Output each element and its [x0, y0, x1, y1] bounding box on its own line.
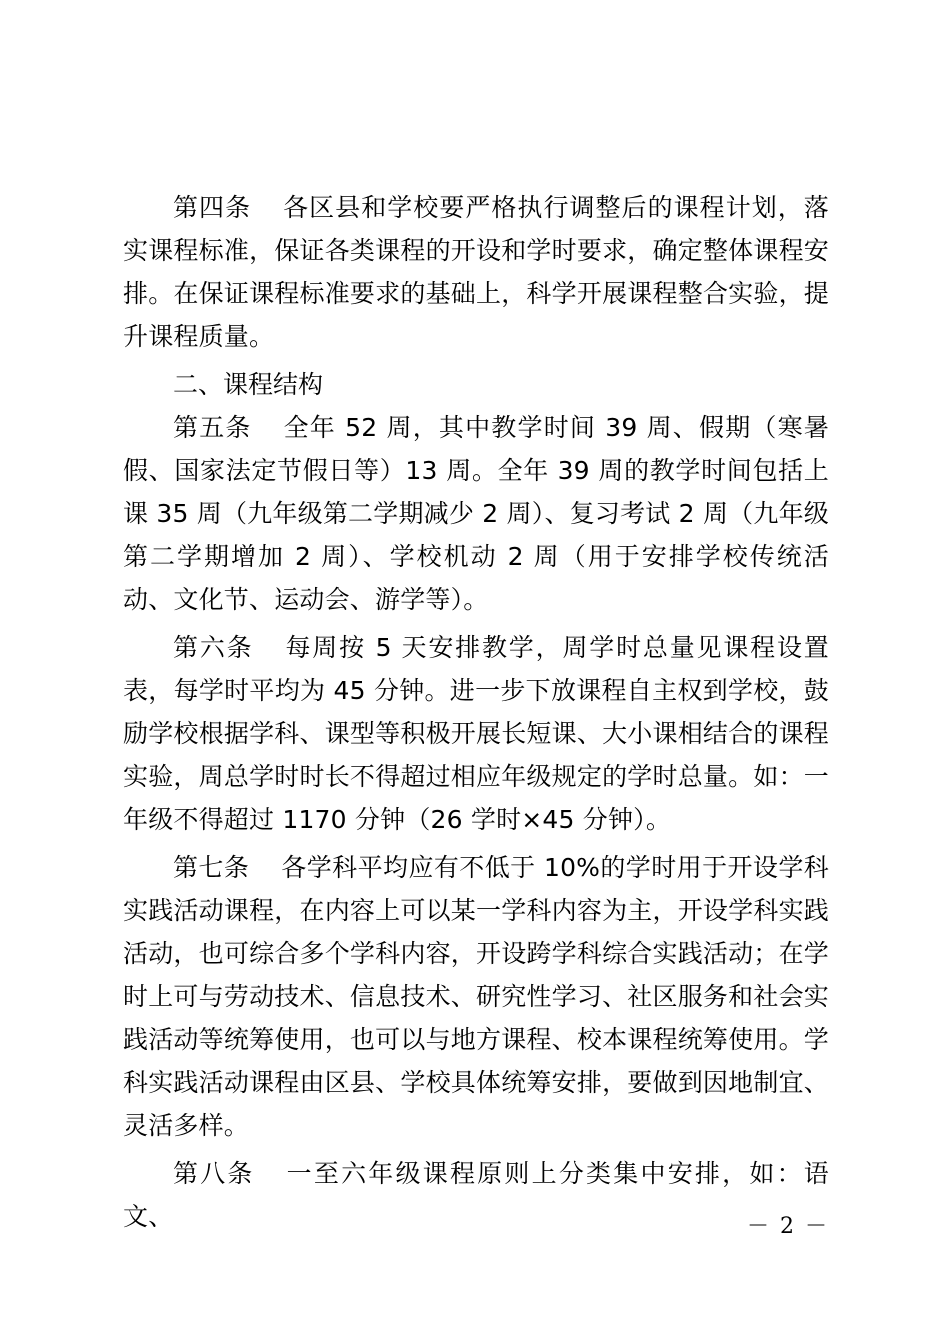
article-6-text: 每周按 5 天安排教学，周学时总量见课程设置表，每学时平均为 45 分钟。进一步下放课程自主权到学校，鼓励学校根据学科、课型等积极开展长短课、大小课相结合的课程实验，周总学时时长不得超过相应年级规定的学时总量。如：一年级不得超过 1170 分钟（26 学时×45 分钟）。: [123, 633, 829, 834]
article-8-text: 一至六年级课程原则上分类集中安排，如：语文、: [123, 1159, 829, 1231]
article-7-label: 第七条: [173, 853, 250, 882]
article-4-label: 第四条: [173, 193, 252, 222]
page-number: － 2 －: [747, 1214, 829, 1239]
article-8-label: 第八条: [173, 1159, 255, 1188]
article-7-text: 各学科平均应有不低于 10%的学时用于开设学科实践活动课程，在内容上可以某一学科内容为主，开设学科实践活动，也可综合多个学科内容，开设跨学科综合实践活动；在学时上可与劳动技术、信息技术、研究性学习、社区服务和社会实践活动等统筹使用，也可以与地方课程、校本课程统筹使用。学科实践活动课程由区县、学校具体统筹安排，要做到因地制宜、灵活多样。: [123, 853, 829, 1140]
article-7-paragraph: [123, 846, 829, 1147]
article-4-text: 各区县和学校要严格执行调整后的课程计划，落实课程标准，保证各类课程的开设和学时要求，确定整体课程安排。在保证课程标准要求的基础上，科学开展课程整合实验，提升课程质量。: [123, 193, 829, 351]
article-5-paragraph: [123, 406, 829, 621]
article-5-text: 全年 52 周，其中教学时间 39 周、假期（寒暑假、国家法定节假日等）13 周。全年 39 周的教学时间包括上课 35 周（九年级第二学期减少 2 周）、复习考试 2 周（九年级第二学期增加 2 周）、学校机动 2 周（用于安排学校传统活动、文化节、运动会、游学等）。: [123, 413, 829, 614]
article-6-paragraph: [123, 626, 829, 841]
section-heading-course-structure: 二、课程结构: [173, 370, 324, 399]
article-5-label: 第五条: [173, 413, 252, 442]
article-4-paragraph: [123, 186, 829, 358]
article-6-label: 第六条: [173, 633, 254, 662]
article-8-paragraph: [123, 1152, 829, 1238]
document-body: [123, 186, 829, 1238]
